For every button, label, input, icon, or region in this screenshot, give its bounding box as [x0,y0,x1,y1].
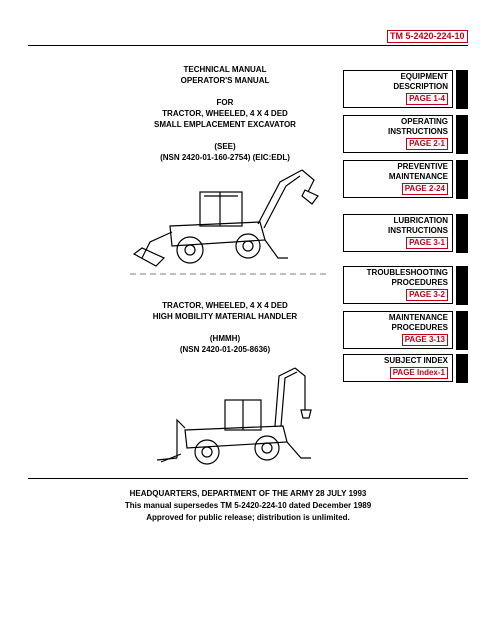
material-handler-illustration [155,362,330,472]
tm-number-link[interactable]: TM 5-2420-224-10 [387,30,468,43]
tab-subject-index[interactable] [343,354,453,382]
tab-preventive-maintenance[interactable] [343,160,453,198]
tab-edge-marker [456,115,468,154]
tab-operating-instructions[interactable] [343,115,453,153]
tab-edge-marker [456,160,468,199]
title-line: (HMMH) [209,334,241,343]
tab-label: MAINTENANCE [388,172,448,181]
tab-label: SUBJECT INDEX [383,356,448,365]
title-line: SMALL EMPLACEMENT EXCAVATOR [154,120,296,129]
tab-label: TROUBLESHOOTING [366,268,448,277]
tab-label: LUBRICATION [393,216,448,225]
title-line: OPERATOR'S MANUAL [180,76,270,85]
title-line: (NSN 2420-01-160-2754) (EIC:EDL) [160,153,290,162]
title-line: HIGH MOBILITY MATERIAL HANDLER [152,312,298,321]
tab-lubrication-instructions[interactable] [343,214,453,252]
footer-headquarters: HEADQUARTERS, DEPARTMENT OF THE ARMY 28 JULY 1993 [129,489,367,498]
tab-edge-marker [456,311,468,350]
page-link[interactable]: PAGE 3-1 [406,237,448,249]
tab-equipment-description[interactable] [343,70,453,108]
title-line: TECHNICAL MANUAL [183,65,267,74]
tab-maintenance-procedures[interactable] [343,311,453,349]
page-link[interactable]: PAGE 2-1 [406,138,448,150]
header-divider [28,45,468,46]
tab-label: DESCRIPTION [393,82,448,91]
tab-edge-marker [456,214,468,253]
tab-label: EQUIPMENT [400,72,448,81]
tab-label: OPERATING [401,117,448,126]
tab-label: MAINTENANCE [388,313,448,322]
footer [28,488,468,524]
page-link[interactable]: PAGE 2-24 [402,183,448,195]
tab-edge-marker [456,266,468,305]
title-line: TRACTOR, WHEELED, 4 X 4 DED [162,109,288,118]
title-line: TRACTOR, WHEELED, 4 X 4 DED [162,301,288,310]
tab-edge-marker [456,354,468,383]
tab-label: PROCEDURES [391,278,448,287]
footer-distribution: Approved for public release; distribution is unlimited. [146,513,350,522]
title-line: (NSN 2420-01-205-8636) [179,345,271,354]
page-link[interactable]: PAGE 3-13 [402,334,448,346]
page-link[interactable]: PAGE Index-1 [390,367,448,379]
title-block-hmmh [130,300,320,355]
tab-label: PROCEDURES [391,323,448,332]
page-link[interactable]: PAGE 3-2 [406,289,448,301]
excavator-illustration [130,162,330,277]
title-line: (SEE) [214,142,236,151]
tab-edge-marker [456,70,468,109]
title-line: FOR [216,98,234,107]
title-block-see [130,64,320,163]
footer-supersedes: This manual supersedes TM 5-2420-224-10 dated December 1989 [124,501,372,510]
tab-label: INSTRUCTIONS [388,127,448,136]
tab-troubleshooting-procedures[interactable] [343,266,453,304]
page-link[interactable]: PAGE 1-4 [406,93,448,105]
tab-label: PREVENTIVE [397,162,448,171]
footer-divider [28,478,468,479]
tab-label: INSTRUCTIONS [388,226,448,235]
